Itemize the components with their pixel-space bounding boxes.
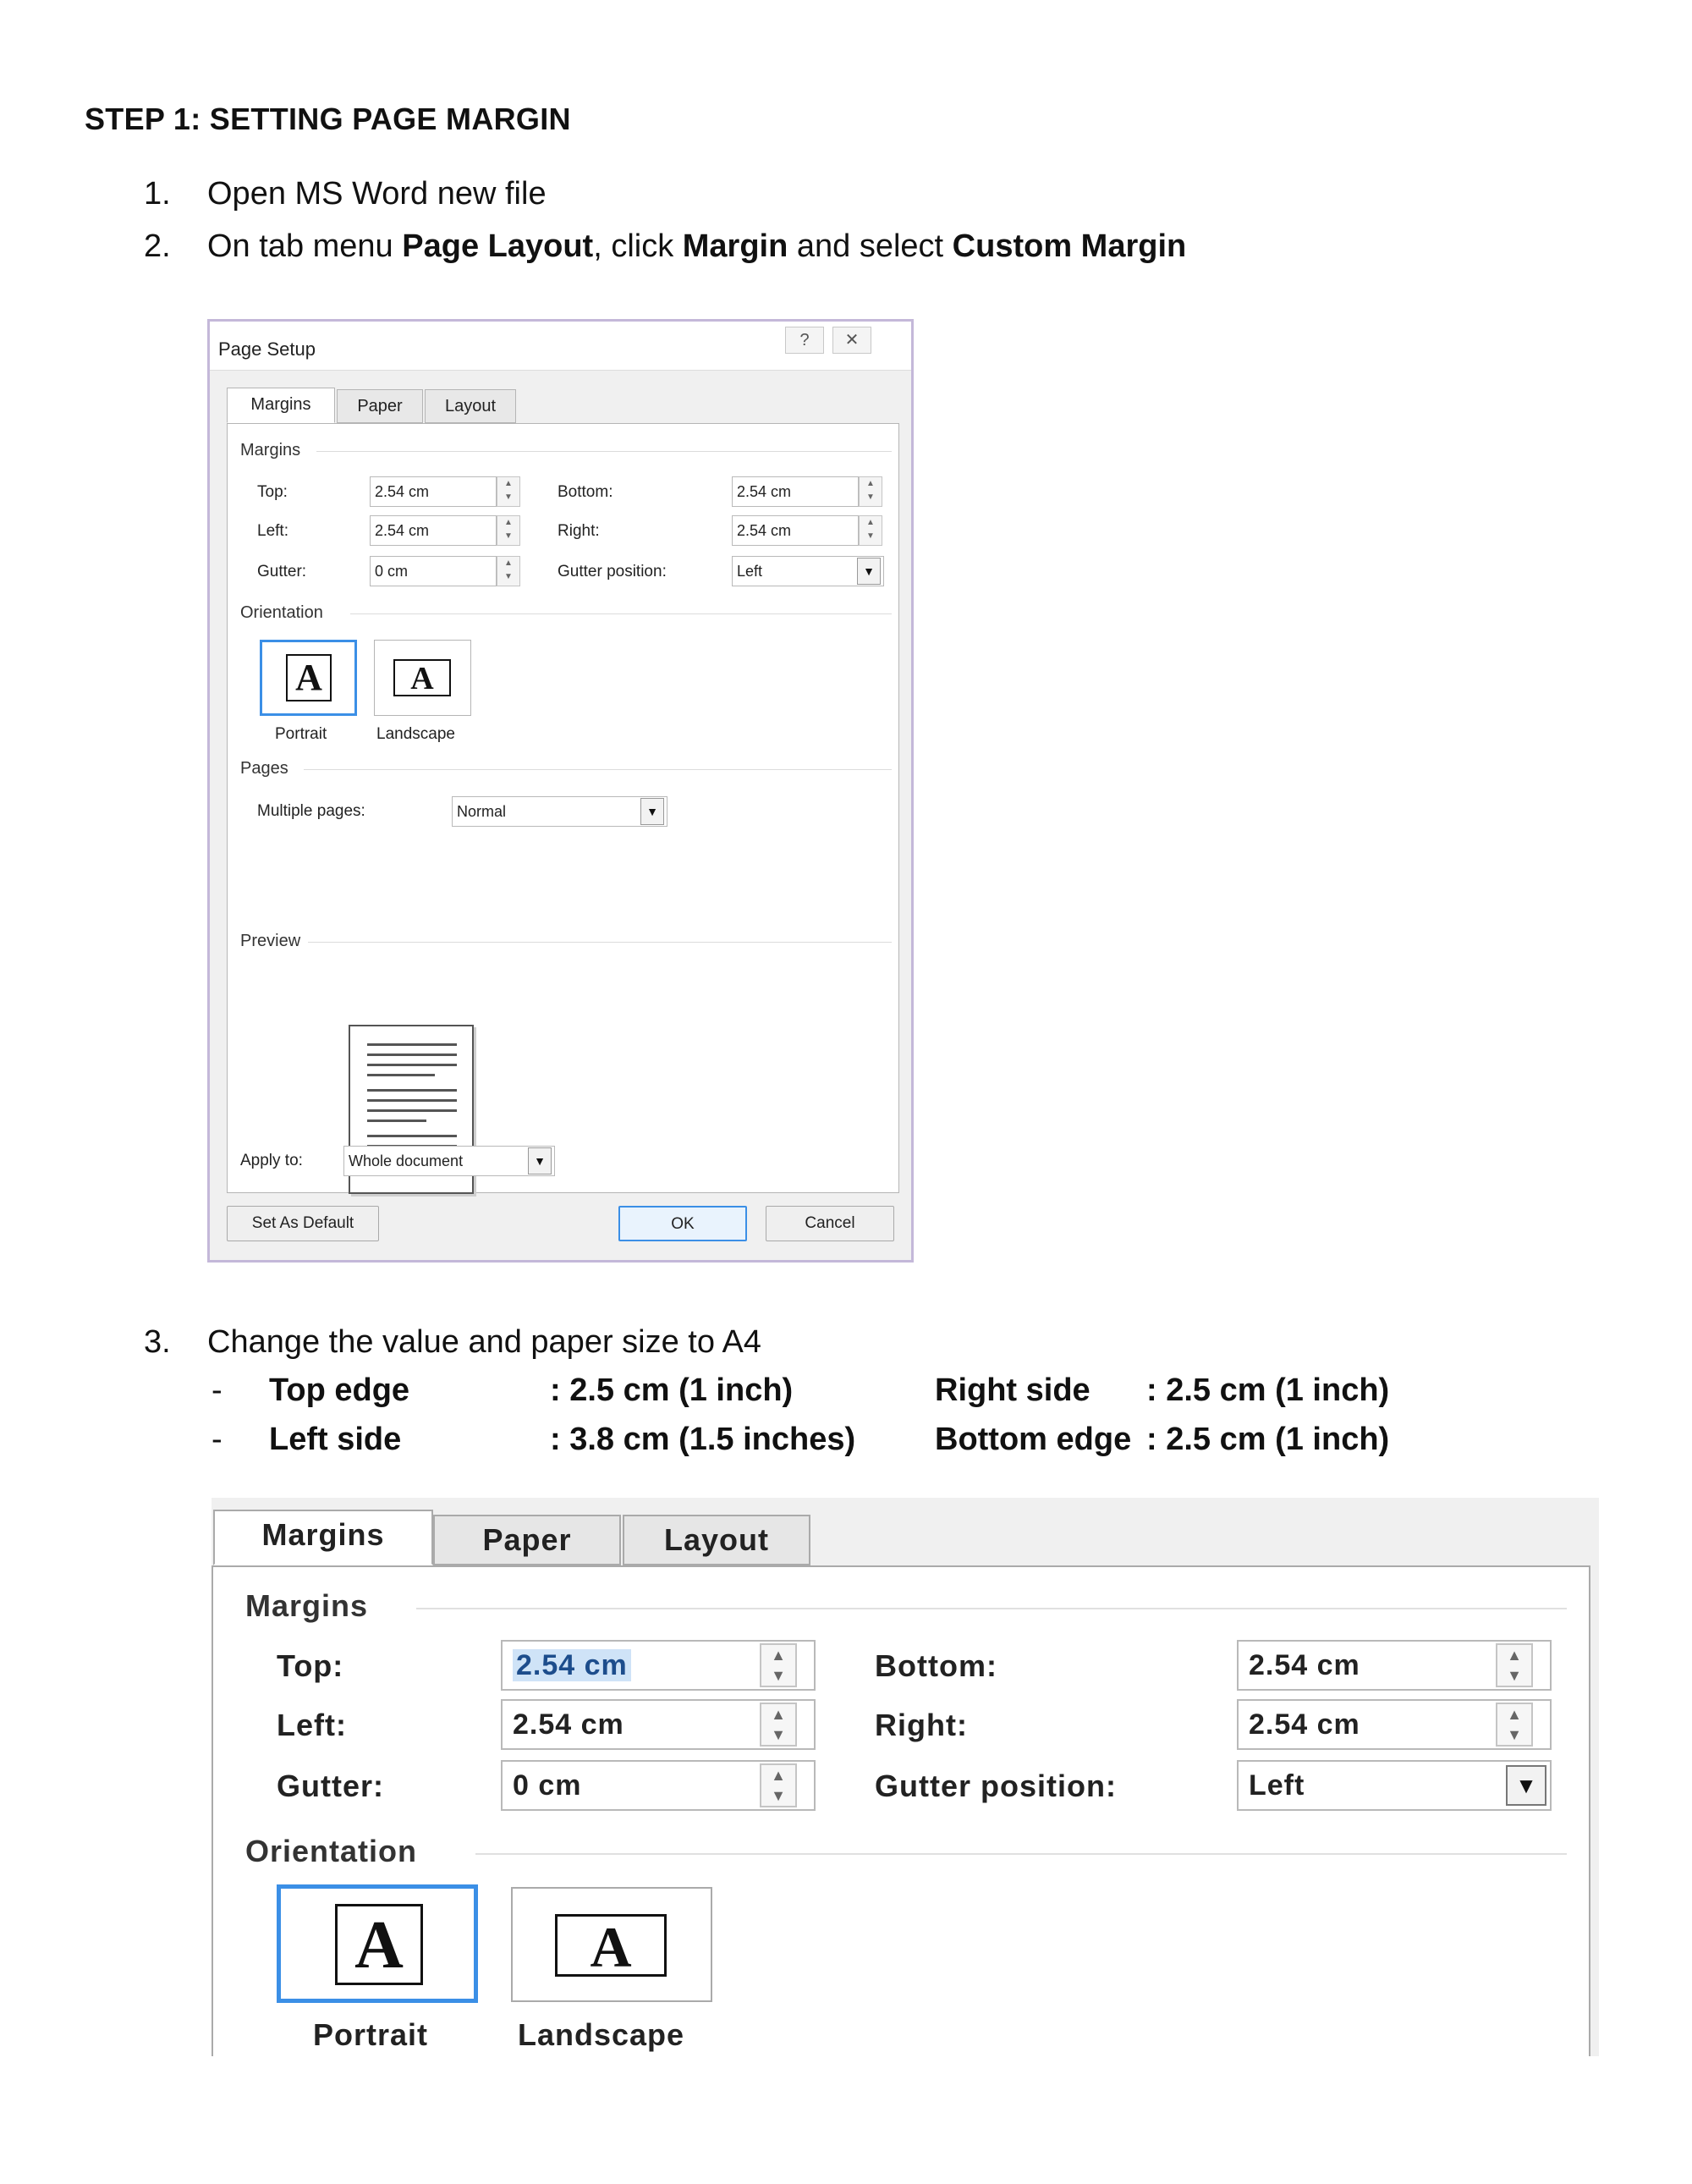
landscape-page-icon: A xyxy=(555,1914,667,1977)
portrait-label: Portrait xyxy=(313,2017,429,2052)
step-2-text xyxy=(207,228,1186,265)
tab-paper[interactable]: Paper xyxy=(433,1515,621,1565)
spin-up-icon[interactable]: ▲ xyxy=(504,558,513,568)
portrait-page-icon: A xyxy=(286,654,332,701)
preview-text-line xyxy=(367,1064,457,1066)
step-1-text: Open MS Word new file xyxy=(207,176,547,212)
chevron-down-icon[interactable]: ▼ xyxy=(528,1147,552,1175)
gutter-position-select[interactable]: Left xyxy=(1237,1760,1552,1811)
portrait-option[interactable] xyxy=(260,640,357,716)
margins-section-label: Margins xyxy=(245,1588,369,1623)
preview-text-line xyxy=(367,1089,457,1092)
spin-down-icon[interactable]: ▼ xyxy=(504,572,513,581)
landscape-page-icon: A xyxy=(393,659,451,696)
step-3-number: 3. xyxy=(144,1324,171,1360)
top-spinner[interactable] xyxy=(760,1643,797,1687)
bullet-dash: - xyxy=(212,1373,222,1408)
step-2-mid2: and select xyxy=(788,228,953,264)
gutter-spinner[interactable] xyxy=(497,556,520,586)
step-2-mid1: , click xyxy=(593,228,683,264)
tab-layout[interactable]: Layout xyxy=(623,1515,810,1565)
gutter-input[interactable]: 0 cm xyxy=(501,1760,816,1811)
landscape-option[interactable] xyxy=(374,640,471,716)
step-2-pre: On tab menu xyxy=(207,228,403,264)
bullet-label: Left side xyxy=(269,1422,402,1457)
step-2-margin: Margin xyxy=(682,228,788,264)
chevron-down-icon[interactable]: ▼ xyxy=(1506,1765,1546,1806)
portrait-label: Portrait xyxy=(275,725,327,743)
preview-text-line xyxy=(367,1043,457,1046)
spin-up-icon[interactable]: ▲ xyxy=(771,1647,786,1664)
spin-down-icon[interactable]: ▼ xyxy=(504,492,513,502)
step-2-number: 2. xyxy=(144,228,171,264)
right-spinner[interactable] xyxy=(1496,1703,1533,1747)
page-setup-dialog xyxy=(207,319,914,1263)
step-1-number: 1. xyxy=(144,176,171,212)
spin-down-icon[interactable]: ▼ xyxy=(866,531,875,541)
bottom-spinner[interactable] xyxy=(859,476,882,507)
tab-layout[interactable]: Layout xyxy=(425,389,516,423)
margins-section-label: Margins xyxy=(240,441,301,459)
spin-up-icon[interactable]: ▲ xyxy=(1507,1706,1522,1723)
ok-button[interactable]: OK xyxy=(618,1206,747,1241)
bullet-label: Top edge xyxy=(269,1373,410,1408)
bullet-left-bottom xyxy=(0,1422,1692,1464)
gutter-label: Gutter: xyxy=(257,563,307,580)
section-divider xyxy=(308,942,892,943)
spin-down-icon[interactable]: ▼ xyxy=(1507,1726,1522,1743)
right-input[interactable]: 2.54 cm xyxy=(1237,1699,1552,1750)
spin-down-icon[interactable]: ▼ xyxy=(866,492,875,502)
margins-panel xyxy=(212,1565,1590,2056)
right-input[interactable]: 2.54 cm xyxy=(732,515,859,546)
landscape-label: Landscape xyxy=(518,2017,685,2052)
close-icon[interactable]: ✕ xyxy=(832,327,871,354)
portrait-option[interactable] xyxy=(277,1884,478,2003)
margins-panel xyxy=(227,423,899,1193)
gutter-input[interactable]: 0 cm xyxy=(370,556,497,586)
tab-margins[interactable]: Margins xyxy=(227,388,335,423)
preview-text-line xyxy=(367,1053,457,1056)
step-2 xyxy=(0,228,1692,271)
landscape-option[interactable] xyxy=(511,1887,712,2002)
left-input[interactable]: 2.54 cm xyxy=(370,515,497,546)
bullet-value: : 3.8 cm (1.5 inches) xyxy=(550,1422,856,1457)
bottom-label: Bottom: xyxy=(558,483,613,501)
landscape-label: Landscape xyxy=(376,725,455,743)
dialog-title: Page Setup xyxy=(218,338,316,360)
tab-paper[interactable]: Paper xyxy=(337,389,423,423)
bullet-value-2: : 2.5 cm (1 inch) xyxy=(1146,1422,1390,1457)
step-3 xyxy=(0,1324,1692,1367)
left-label: Left: xyxy=(277,1708,347,1742)
bottom-input[interactable]: 2.54 cm xyxy=(732,476,859,507)
spin-down-icon[interactable]: ▼ xyxy=(771,1787,786,1804)
multiple-pages-label: Multiple pages: xyxy=(257,802,365,820)
preview-text-line xyxy=(367,1099,457,1102)
step-2-page-layout: Page Layout xyxy=(402,228,594,264)
apply-to-select[interactable]: Whole document xyxy=(343,1146,555,1176)
chevron-down-icon[interactable]: ▼ xyxy=(640,798,664,825)
document-heading: STEP 1: SETTING PAGE MARGIN xyxy=(85,102,571,136)
right-label: Right: xyxy=(875,1708,968,1742)
gutter-spinner[interactable] xyxy=(760,1763,797,1807)
bottom-spinner[interactable] xyxy=(1496,1643,1533,1687)
spin-up-icon[interactable]: ▲ xyxy=(866,518,875,527)
spin-up-icon[interactable]: ▲ xyxy=(771,1706,786,1723)
step-3-text: Change the value and paper size to A4 xyxy=(207,1324,761,1360)
top-input[interactable]: 2.54 cm xyxy=(370,476,497,507)
portrait-page-icon: A xyxy=(335,1904,423,1985)
orientation-section-label: Orientation xyxy=(245,1834,418,1868)
spin-down-icon[interactable]: ▼ xyxy=(771,1667,786,1684)
bullet-top-right xyxy=(0,1373,1692,1415)
dialog-title-bar xyxy=(210,322,911,371)
spin-up-icon[interactable]: ▲ xyxy=(504,518,513,527)
step-2-custom-margin: Custom Margin xyxy=(952,228,1187,264)
spin-down-icon[interactable]: ▼ xyxy=(1507,1667,1522,1684)
gutter-label: Gutter: xyxy=(277,1769,384,1803)
preview-text-line xyxy=(367,1135,457,1137)
spin-up-icon[interactable]: ▲ xyxy=(866,479,875,488)
zoomed-margins-panel xyxy=(212,1498,1599,2056)
apply-to-label: Apply to: xyxy=(240,1152,303,1169)
spin-down-icon[interactable]: ▼ xyxy=(771,1726,786,1743)
tab-margins[interactable]: Margins xyxy=(213,1510,433,1565)
section-divider xyxy=(304,769,892,770)
chevron-down-icon[interactable]: ▼ xyxy=(857,558,881,585)
spin-up-icon[interactable]: ▲ xyxy=(504,479,513,488)
top-label: Top: xyxy=(257,483,288,501)
gutter-position-label: Gutter position: xyxy=(875,1769,1117,1803)
cancel-button[interactable]: Cancel xyxy=(766,1206,894,1241)
gutter-position-select[interactable]: Left xyxy=(732,556,884,586)
left-spinner[interactable] xyxy=(760,1703,797,1747)
pages-section-label: Pages xyxy=(240,759,288,778)
section-divider xyxy=(350,613,892,614)
preview-text-line xyxy=(367,1120,426,1122)
right-label: Right: xyxy=(558,522,600,540)
bottom-input[interactable]: 2.54 cm xyxy=(1237,1640,1552,1691)
spin-up-icon[interactable]: ▲ xyxy=(1507,1647,1522,1664)
bullet-value-2: : 2.5 cm (1 inch) xyxy=(1146,1373,1390,1408)
multiple-pages-select[interactable]: Normal xyxy=(452,796,667,827)
bullet-value: : 2.5 cm (1 inch) xyxy=(550,1373,794,1408)
top-input-value: 2.54 cm xyxy=(513,1649,631,1681)
bottom-label: Bottom: xyxy=(875,1648,997,1683)
preview-text-line xyxy=(367,1109,457,1112)
left-spinner[interactable] xyxy=(497,515,520,546)
preview-section-label: Preview xyxy=(240,932,301,950)
set-as-default-button[interactable]: Set As Default xyxy=(227,1206,379,1241)
left-input[interactable]: 2.54 cm xyxy=(501,1699,816,1750)
help-icon[interactable]: ? xyxy=(785,327,824,354)
step-1 xyxy=(0,176,1692,218)
gutter-position-label: Gutter position: xyxy=(558,563,667,580)
section-divider xyxy=(316,451,892,452)
bullet-label-2: Bottom edge xyxy=(935,1422,1132,1457)
section-divider xyxy=(475,1853,1567,1855)
preview-text-line xyxy=(367,1074,435,1076)
section-divider xyxy=(416,1608,1567,1609)
spin-up-icon[interactable]: ▲ xyxy=(771,1767,786,1784)
orientation-section-label: Orientation xyxy=(240,603,323,622)
right-spinner[interactable] xyxy=(859,515,882,546)
bullet-label-2: Right side xyxy=(935,1373,1090,1408)
top-spinner[interactable] xyxy=(497,476,520,507)
bullet-dash: - xyxy=(212,1422,222,1457)
top-label: Top: xyxy=(277,1648,344,1683)
left-label: Left: xyxy=(257,522,288,540)
spin-down-icon[interactable]: ▼ xyxy=(504,531,513,541)
